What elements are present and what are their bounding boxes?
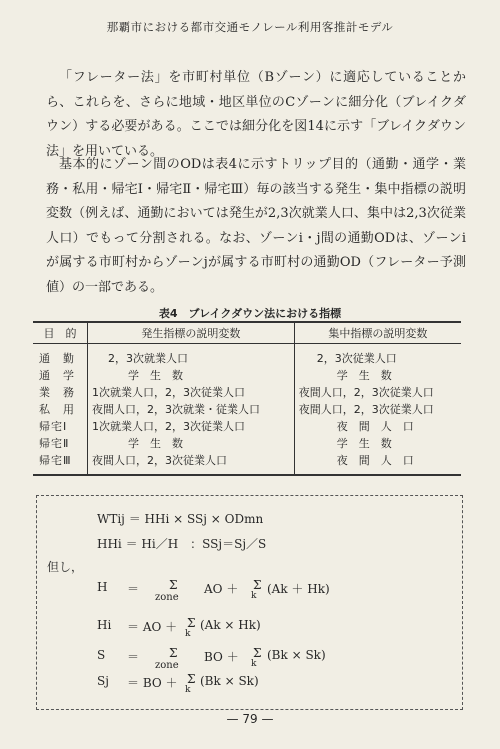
formula-hi-tail: (Ak × Hk) (200, 618, 261, 632)
table-row (33, 344, 461, 367)
formula-s-eq: ＝ (127, 650, 140, 664)
cell-generation: 1次就業人口，2，3次従業人口 (88, 383, 295, 400)
page-number: — 79 — (226, 712, 274, 726)
table-row (33, 366, 461, 383)
sigma-symbol: Σ (169, 578, 178, 592)
formula-h-rhs: AO ＋ (204, 582, 239, 596)
formula-box (36, 495, 463, 710)
cell-generation: 学 生 数 (88, 434, 295, 451)
k-subscript: k (185, 629, 191, 639)
cell-purpose: 私 用 (39, 402, 75, 416)
table-row (33, 417, 461, 434)
k-subscript: k (251, 659, 257, 669)
sigma-zone (155, 578, 179, 603)
table-row (33, 451, 461, 475)
header-attraction: 集中指標の説明変数 (294, 322, 461, 344)
formula-sj-rhs: ＝ BO ＋ (127, 676, 178, 690)
cell-purpose: 通 学 (39, 368, 75, 382)
cell-attraction: 夜 間 人 口 (294, 451, 461, 475)
cell-generation: 夜間人口，2，3次就業・従業人口 (88, 400, 295, 417)
cell-purpose: 帰宅Ⅲ (33, 451, 88, 475)
table-row (33, 383, 461, 400)
formula-h-tail: (Ak ＋ Hk) (267, 582, 330, 596)
cell-attraction: 夜 間 人 口 (294, 417, 461, 434)
cell-generation: 夜間人口，2，3次従業人口 (88, 451, 295, 475)
cell-attraction: 2，3次従業人口 (294, 344, 461, 367)
cell-attraction: 学 生 数 (294, 434, 461, 451)
indicator-table (33, 321, 461, 476)
k-subscript: k (251, 591, 257, 601)
zone-subscript: zone (155, 660, 179, 671)
paragraph-1: 「フレーター法」を市町村単位（Bゾーン）に適応していることから、これらを、さらに地域・地区単位のCゾーンに細分化（ブレイクダウン）する必要がある。ここでは細分化を図14に示す「ブレイクダウン法」を用いている。 (46, 70, 466, 159)
cell-purpose: 帰宅Ⅰ (39, 419, 68, 433)
sigma-symbol: Σ (253, 646, 262, 660)
header-purpose: 目 的 (33, 322, 88, 344)
running-header: 那覇市における都市交通モノレール利用客推計モデル (106, 20, 394, 34)
sigma-symbol: Σ (253, 578, 262, 592)
cell-attraction: 夜間人口，2，3次従業人口 (294, 400, 461, 417)
cell-generation: 1次就業人口，2，3次従業人口 (88, 417, 295, 434)
formula-hi-rhs: ＝ AO ＋ (127, 620, 178, 634)
sigma-k (185, 672, 196, 695)
sigma-k (185, 616, 196, 639)
paragraph-2: 基本的にゾーン間のODは表4に示すトリップ目的（通勤・通学・業務・私用・帰宅Ⅰ・帰宅Ⅱ・帰宅Ⅲ）毎の該当する発生・集中指標の説明変数（例えば、通勤においては発生が2,3次就業人口、集中は2,3次従業人口）でもって分割される。なお、ゾーンi・j間の通勤ODは、ゾーンiが属する市町村からゾーンjが属する市町村の通勤OD（フレーター予測値）の一部である。 (46, 157, 466, 295)
zone-subscript: zone (155, 592, 179, 603)
cell-purpose: 通 勤 (39, 351, 75, 365)
sigma-symbol: Σ (169, 646, 178, 660)
sigma-symbol: Σ (187, 616, 196, 630)
cell-purpose: 業 務 (39, 385, 75, 399)
cell-purpose: 帰宅Ⅱ (39, 436, 70, 450)
header-generation: 発生指標の説明変数 (88, 322, 295, 344)
formula-s-tail: (Bk × Sk) (267, 648, 326, 662)
cell-attraction: 学 生 数 (294, 366, 461, 383)
table-header-row (33, 322, 461, 344)
formula-h-lhs: H (97, 580, 108, 594)
table-row (33, 400, 461, 417)
sigma-symbol: Σ (187, 672, 196, 686)
cell-generation: 2，3次就業人口 (88, 344, 295, 367)
formula-sj-lhs: Sj (97, 674, 109, 688)
formula-h-eq: ＝ (127, 582, 140, 596)
sigma-zone (155, 646, 179, 671)
formula-s-rhs: BO ＋ (204, 650, 239, 664)
cell-generation: 学 生 数 (88, 366, 295, 383)
sigma-k (251, 646, 262, 669)
table-row (33, 434, 461, 451)
sigma-k (251, 578, 262, 601)
k-subscript: k (185, 685, 191, 695)
formula-wtij: WTij ＝ HHi × SSj × ODmn (97, 512, 264, 526)
table-caption: 表4 ブレイクダウン法における指標 (158, 307, 342, 320)
formula-s-label: S (97, 648, 106, 662)
formula-hhi: HHi ＝ Hi／H ：SSj＝Sj／S (97, 537, 267, 551)
formula-hi-lhs: Hi (97, 618, 112, 632)
cell-attraction: 夜間人口，2，3次従業人口 (294, 383, 461, 400)
formula-sj-tail: (Bk × Sk) (200, 674, 259, 688)
formula-note: 但し， (47, 560, 84, 574)
